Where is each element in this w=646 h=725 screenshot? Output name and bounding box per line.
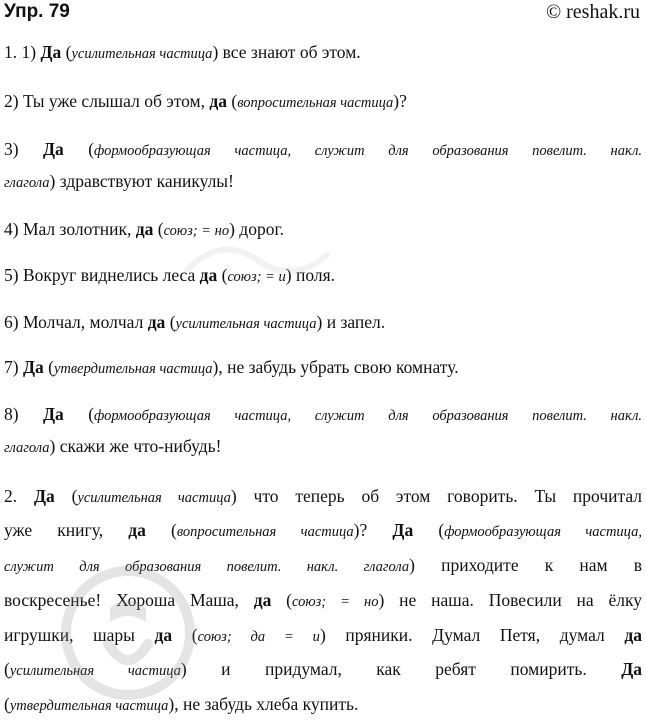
task2-line-3: служит для образования повелит. накл. глагола) приходите к нам в [4, 555, 643, 575]
task1-sentence-1: 1. 1) Да (усилительная частица) все знают об этом. [4, 42, 361, 62]
task1-sentence-3-line-2: глагола) здравствуют каникулы! [4, 171, 234, 191]
task1-sentence-8-line-1: 8) Да (формообразующая частица, служит для образования повелит. накл. [4, 404, 643, 424]
task1-sentence-8-line-2: глагола) скажи же что-нибудь! [4, 436, 222, 456]
task2-line-4: воскресенье! Хороша Маша, да (союз; = но) не наша. Повесили на ёлку [4, 590, 642, 610]
task2-line-5: игрушки, шары да (союз; да = и) пряники. Думал Петя, думал да [4, 625, 643, 645]
task1-sentence-5: 5) Вокруг виднелись леса да (союз; = и) поля. [4, 265, 336, 285]
task1-sentence-3-line-1: 3) Да (формообразующая частица, служит для образования повелит. накл. [4, 139, 643, 159]
task1-sentence-7: 7) Да (утвердительная частица), не забудь убрать свою комнату. [4, 357, 459, 377]
task1-sentence-6: 6) Молчал, молчал да (усилительная частица) и запел. [4, 312, 386, 332]
exercise-number: Упр. 79 [4, 1, 70, 22]
task1-sentence-4: 4) Мал золотник, да (союз; = но) дорог. [4, 219, 285, 239]
task2-line-1: 2. Да (усилительная частица) что теперь об этом говорить. Ты прочитал [4, 486, 643, 506]
site-credit: © reshak.ru [545, 1, 640, 23]
task2-line-7: (утвердительная частица), не забудь хлеба купить. [4, 694, 359, 714]
task2-line-2: уже книгу, да (вопросительная частица)? Да (формообразующая частица, [4, 520, 642, 540]
task2-line-6: (усилительная частица) и придумал, как ребят помирить. Да [4, 659, 642, 679]
task1-sentence-2: 2) Ты уже слышал об этом, да (вопросительная частица)? [4, 91, 407, 111]
